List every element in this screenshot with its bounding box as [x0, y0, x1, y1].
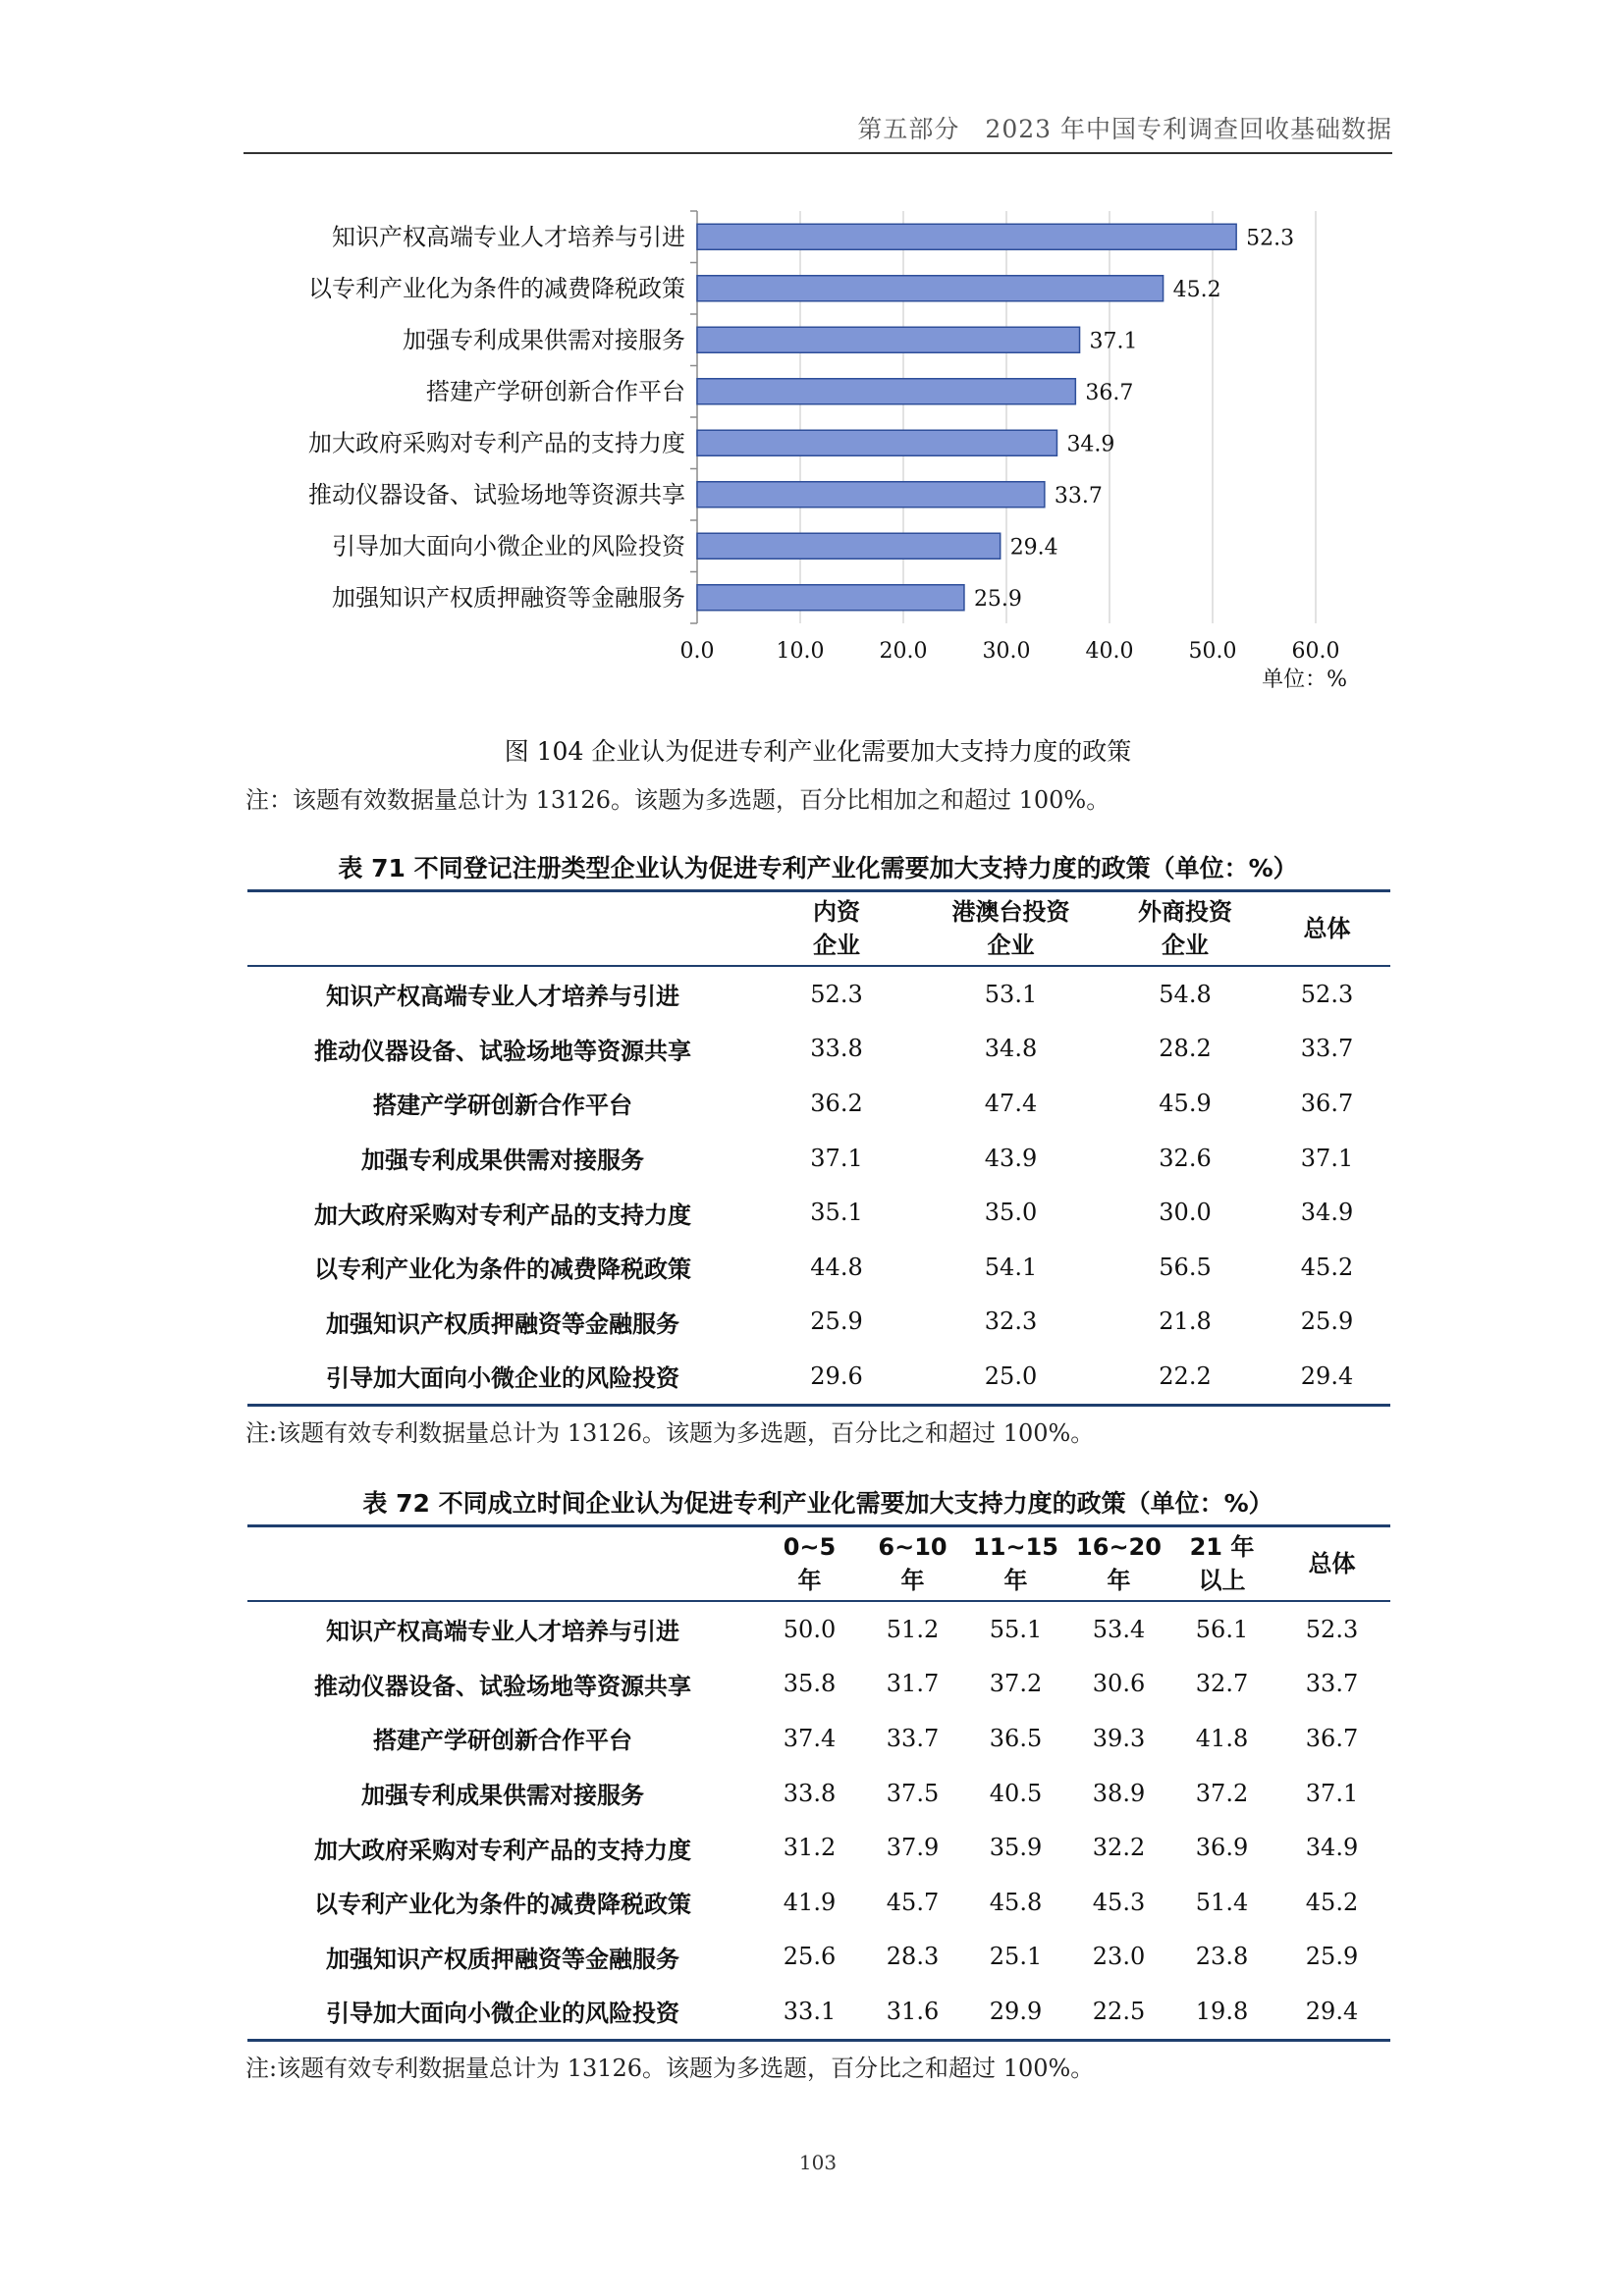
bar [697, 379, 1075, 404]
column-header-line: 总体 [1303, 915, 1351, 942]
table72-title: 表 72 不同成立时间企业认为促进专利产业化需要加大支持力度的政策（单位：%） [362, 1489, 1273, 1518]
table72-note: 注:该题有效专利数据量总计为 13126。该题为多选题，百分比之和超过 100%。 [245, 2055, 1095, 2082]
column-header-line: 企业 [813, 932, 860, 959]
table72 [247, 1524, 1390, 2042]
value-cell: 25.6 [783, 1943, 837, 1971]
figure-caption: 图 104 企业认为促进专利产业化需要加大支持力度的政策 [504, 737, 1132, 766]
row-label: 加大政府采购对专利产品的支持力度 [314, 1201, 691, 1229]
column-header [1170, 1526, 1273, 1602]
table-row [247, 966, 1390, 1022]
value-cell: 25.1 [989, 1943, 1043, 1971]
value-cell: 45.8 [989, 1888, 1043, 1916]
value-cell: 19.8 [1195, 1997, 1249, 2025]
bar-value-label: 37.1 [1089, 329, 1138, 354]
value-cell: 35.1 [810, 1199, 863, 1227]
table-row [247, 1820, 1390, 1875]
table-row [247, 1076, 1390, 1131]
value-cell: 33.8 [810, 1035, 863, 1063]
column-header-line: 16~20 [1076, 1533, 1162, 1561]
value-cell: 54.8 [1159, 980, 1212, 1008]
bar [697, 533, 1001, 559]
value-cell: 23.8 [1195, 1943, 1249, 1971]
x-axis-unit-label: 单位：% [1262, 667, 1347, 692]
value-cell: 31.7 [886, 1670, 940, 1698]
x-tick-label: 50.0 [1188, 639, 1237, 664]
value-cell: 45.2 [1305, 1888, 1359, 1916]
value-cell: 44.8 [810, 1253, 863, 1281]
value-cell: 40.5 [989, 1779, 1043, 1807]
value-cell: 53.1 [984, 980, 1038, 1008]
value-cell: 29.4 [1300, 1362, 1354, 1390]
row-label: 知识产权高端专业人才培养与引进 [326, 1618, 679, 1646]
value-cell: 41.8 [1195, 1724, 1249, 1752]
value-cell: 25.9 [1305, 1943, 1359, 1971]
value-cell: 34.9 [1305, 1834, 1359, 1862]
category-label: 知识产权高端专业人才培养与引进 [332, 223, 685, 251]
row-label: 加强知识产权质押融资等金融服务 [326, 1945, 679, 1973]
value-cell: 32.2 [1092, 1834, 1146, 1862]
bar-value-label: 25.9 [973, 586, 1022, 612]
running-header: 第五部分 2023 年中国专利调查回收基础数据 [857, 115, 1392, 143]
x-tick-label: 20.0 [879, 639, 928, 664]
column-header-line: 内资 [813, 898, 860, 926]
bar [697, 585, 964, 611]
x-tick-label: 60.0 [1291, 639, 1340, 664]
value-cell: 47.4 [984, 1089, 1038, 1117]
table-row [247, 1657, 1390, 1712]
x-tick-label: 40.0 [1085, 639, 1134, 664]
value-cell: 31.6 [886, 1997, 940, 2025]
column-header-line: 11~15 [973, 1533, 1058, 1561]
row-label: 推动仪器设备、试验场地等资源共享 [314, 1672, 691, 1700]
bar-value-label: 29.4 [1009, 535, 1058, 561]
value-cell: 21.8 [1159, 1308, 1212, 1336]
value-cell: 29.4 [1305, 1997, 1359, 2025]
table-row [247, 1240, 1390, 1295]
table-row [247, 1984, 1390, 2040]
value-cell: 43.9 [984, 1144, 1038, 1172]
value-cell: 36.7 [1305, 1724, 1359, 1752]
value-cell: 25.9 [810, 1308, 863, 1336]
value-cell: 37.5 [886, 1779, 940, 1807]
value-cell: 28.3 [886, 1943, 940, 1971]
table72-header-row [247, 1526, 1390, 1602]
header-rule [244, 152, 1392, 154]
table71 [247, 889, 1390, 1407]
value-cell: 37.1 [1300, 1144, 1354, 1172]
row-label: 搭建产学研创新合作平台 [373, 1092, 632, 1120]
value-cell: 31.2 [783, 1834, 837, 1862]
value-cell: 32.7 [1195, 1670, 1249, 1698]
row-label: 知识产权高端专业人才培养与引进 [326, 983, 679, 1011]
value-cell: 25.0 [984, 1362, 1038, 1390]
table-row [247, 1601, 1390, 1657]
value-cell: 33.7 [1300, 1035, 1354, 1063]
column-header [1067, 1526, 1170, 1602]
category-label: 搭建产学研创新合作平台 [426, 377, 685, 405]
row-label: 加强专利成果供需对接服务 [361, 1147, 644, 1175]
value-cell: 37.1 [1305, 1779, 1359, 1807]
bar-value-label: 34.9 [1066, 432, 1115, 457]
value-cell: 54.1 [984, 1253, 1038, 1281]
header-cell-blank [247, 891, 758, 967]
row-label: 加强专利成果供需对接服务 [361, 1782, 644, 1810]
column-header [758, 891, 915, 967]
bar-value-label: 52.3 [1246, 226, 1295, 251]
value-cell: 33.1 [783, 1997, 837, 2025]
value-cell: 28.2 [1159, 1035, 1212, 1063]
value-cell: 37.9 [886, 1834, 940, 1862]
value-cell: 52.3 [810, 980, 863, 1008]
value-cell: 33.7 [1305, 1670, 1359, 1698]
column-header-line: 总体 [1308, 1550, 1356, 1577]
column-header-line: 以上 [1198, 1567, 1246, 1594]
header-cell-blank [247, 1526, 758, 1602]
column-header-line: 21 年 [1189, 1533, 1255, 1561]
column-header [915, 891, 1107, 967]
x-tick-label: 10.0 [776, 639, 825, 664]
value-cell: 30.0 [1159, 1199, 1212, 1227]
table-row [247, 1766, 1390, 1821]
value-cell: 51.4 [1195, 1888, 1249, 1916]
row-label: 引导加大面向小微企业的风险投资 [326, 2000, 679, 2028]
bar [697, 430, 1056, 455]
value-cell: 36.9 [1195, 1834, 1249, 1862]
value-cell: 36.7 [1300, 1089, 1354, 1117]
x-tick-label: 30.0 [982, 639, 1031, 664]
value-cell: 32.6 [1159, 1144, 1212, 1172]
column-header [1107, 891, 1264, 967]
column-header-line: 港澳台投资 [951, 898, 1070, 926]
value-cell: 37.2 [1195, 1779, 1249, 1807]
value-cell: 33.8 [783, 1779, 837, 1807]
value-cell: 56.5 [1159, 1253, 1212, 1281]
category-label: 加大政府采购对专利产品的支持力度 [308, 429, 685, 457]
row-label: 搭建产学研创新合作平台 [373, 1727, 632, 1755]
value-cell: 22.5 [1092, 1997, 1146, 2025]
value-cell: 38.9 [1092, 1779, 1146, 1807]
column-header-line: 企业 [987, 932, 1035, 959]
value-cell: 37.1 [810, 1144, 863, 1172]
column-header-line: 年 [797, 1567, 822, 1594]
bar [697, 482, 1045, 507]
bar [697, 327, 1080, 352]
category-label: 引导加大面向小微企业的风险投资 [332, 532, 685, 561]
value-cell: 36.2 [810, 1089, 863, 1117]
value-cell: 30.6 [1092, 1670, 1146, 1698]
value-cell: 34.8 [984, 1035, 1038, 1063]
column-header-line: 年 [900, 1567, 925, 1594]
category-label: 加强专利成果供需对接服务 [403, 326, 685, 354]
value-cell: 35.9 [989, 1834, 1043, 1862]
bar-value-label: 36.7 [1085, 380, 1134, 405]
table-row [247, 1022, 1390, 1077]
table71-header-row [247, 891, 1390, 967]
value-cell: 33.7 [886, 1724, 940, 1752]
column-header [964, 1526, 1067, 1602]
row-label: 以专利产业化为条件的减费降税政策 [314, 1255, 691, 1284]
bar-value-label: 45.2 [1172, 277, 1221, 302]
value-cell: 52.3 [1300, 980, 1354, 1008]
policy-bar-chart [275, 211, 1365, 702]
value-cell: 36.5 [989, 1724, 1043, 1752]
value-cell: 45.2 [1300, 1253, 1354, 1281]
bar [697, 276, 1164, 301]
row-label: 推动仪器设备、试验场地等资源共享 [314, 1037, 691, 1065]
column-header-line: 外商投资 [1138, 898, 1232, 926]
page-number: 103 [798, 2151, 838, 2174]
column-header-line: 0~5 [783, 1533, 837, 1561]
value-cell: 45.9 [1159, 1089, 1212, 1117]
value-cell: 32.3 [984, 1308, 1038, 1336]
value-cell: 37.2 [989, 1670, 1043, 1698]
column-header [1273, 1526, 1390, 1602]
table-row [247, 1131, 1390, 1186]
bar [697, 224, 1236, 249]
column-header [1264, 891, 1390, 967]
value-cell: 39.3 [1092, 1724, 1146, 1752]
category-label: 加强知识产权质押融资等金融服务 [332, 583, 685, 612]
value-cell: 51.2 [886, 1615, 940, 1643]
value-cell: 29.6 [810, 1362, 863, 1390]
row-label: 加强知识产权质押融资等金融服务 [326, 1309, 679, 1338]
table71-note: 注:该题有效专利数据量总计为 13126。该题为多选题，百分比之和超过 100%。 [245, 1419, 1095, 1447]
x-tick-label: 0.0 [679, 639, 715, 664]
value-cell: 52.3 [1305, 1615, 1359, 1643]
row-label: 以专利产业化为条件的减费降税政策 [314, 1891, 691, 1919]
value-cell: 53.4 [1092, 1615, 1146, 1643]
value-cell: 34.9 [1300, 1199, 1354, 1227]
value-cell: 45.3 [1092, 1888, 1146, 1916]
value-cell: 29.9 [989, 1997, 1043, 2025]
value-cell: 56.1 [1195, 1615, 1249, 1643]
table-row [247, 1185, 1390, 1240]
value-cell: 45.7 [886, 1888, 940, 1916]
category-label: 以专利产业化为条件的减费降税政策 [308, 274, 685, 302]
column-header-line: 企业 [1162, 932, 1209, 959]
bar-value-label: 33.7 [1054, 483, 1103, 508]
column-header-line: 6~10 [878, 1533, 947, 1561]
row-label: 加大政府采购对专利产品的支持力度 [314, 1836, 691, 1864]
table-row [247, 1711, 1390, 1766]
column-header [758, 1526, 861, 1602]
table71-title: 表 71 不同登记注册类型企业认为促进专利产业化需要加大支持力度的政策（单位：%） [338, 854, 1298, 882]
table-row [247, 1295, 1390, 1350]
figure-note: 注：该题有效数据量总计为 13126。该题为多选题，百分比相加之和超过 100%。 [245, 786, 1110, 814]
value-cell: 35.0 [984, 1199, 1038, 1227]
table-row [247, 1930, 1390, 1985]
column-header [861, 1526, 964, 1602]
table-row [247, 1349, 1390, 1405]
value-cell: 55.1 [989, 1615, 1043, 1643]
value-cell: 41.9 [783, 1888, 837, 1916]
value-cell: 37.4 [783, 1724, 837, 1752]
value-cell: 23.0 [1092, 1943, 1146, 1971]
column-header-line: 年 [1107, 1567, 1131, 1594]
value-cell: 35.8 [783, 1670, 837, 1698]
category-label: 推动仪器设备、试验场地等资源共享 [308, 480, 685, 508]
value-cell: 22.2 [1159, 1362, 1212, 1390]
value-cell: 50.0 [783, 1615, 837, 1643]
row-label: 引导加大面向小微企业的风险投资 [326, 1364, 679, 1393]
value-cell: 25.9 [1300, 1308, 1354, 1336]
table-row [247, 1875, 1390, 1930]
column-header-line: 年 [1003, 1567, 1028, 1594]
